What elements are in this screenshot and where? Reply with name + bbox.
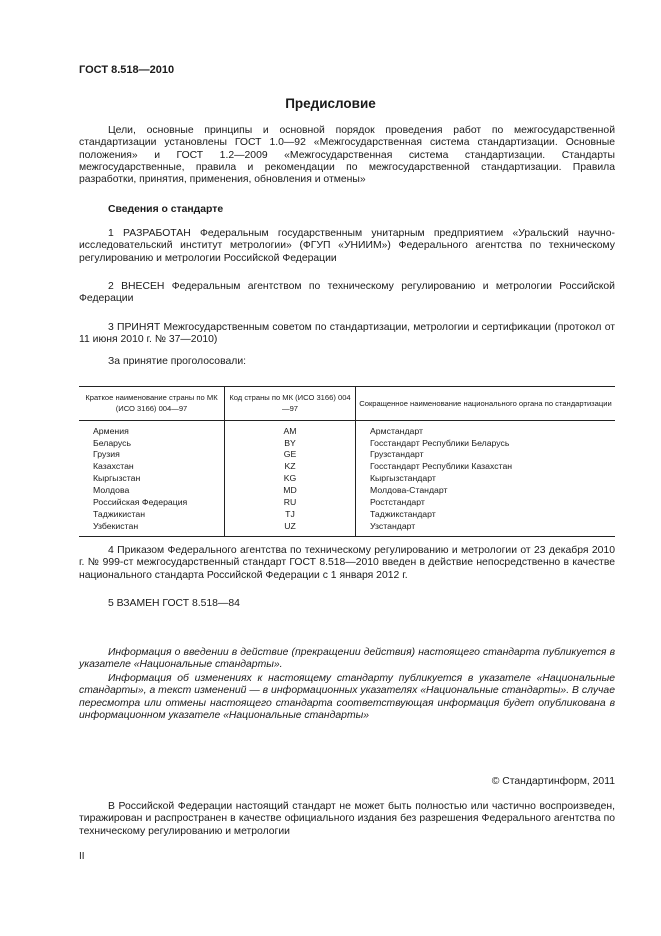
country-name: Российская Федерация [79, 496, 225, 508]
country-code: UZ [225, 520, 356, 534]
item-3-paragraph: 3 ПРИНЯТ Межгосударственным советом по стандартизации, метрологии и сертификации (протокол от 11 июня 2010 г. № 37—2010) [79, 322, 615, 346]
standards-body: Кыргызстандарт [370, 473, 436, 484]
table-row [79, 421, 615, 437]
column-header-body: Сокращенное наименование национального органа по стандартизации [356, 387, 616, 421]
reproduction-rights: В Российской Федерации настоящий стандарт не может быть полностью или частично воспроизведен, тиражирован и распространен в качестве официального издания без разрешения Федерального агентства по техническому регулированию и метрологии [79, 801, 615, 837]
country-name: Казахстан [79, 461, 225, 473]
page-number: II [79, 851, 85, 862]
country-code: GE [225, 449, 356, 461]
page-title: Предисловие [285, 96, 376, 111]
voting-table [79, 386, 615, 537]
country-name: Грузия [79, 449, 225, 461]
table-row [79, 520, 615, 534]
table-bottom-rule [79, 534, 615, 537]
table-row [79, 449, 615, 461]
voted-label: За принятие проголосовали: [108, 356, 247, 367]
table-row [79, 496, 615, 508]
table-row [79, 484, 615, 496]
standards-body: Армстандарт [370, 425, 423, 436]
standards-body: Госстандарт Республики Беларусь [370, 437, 510, 448]
country-name: Молдова [79, 484, 225, 496]
notice-changes: Информация об изменениях к настоящему стандарту публикуется в указателе «Национальные стандарты», а текст изменений — в информационных указателях «Национальные стандарты». В случае пересмотра или отмены настоящего стандарта соответствующая информация будет опубликована в информационном указателе «Национальные стандарты» [79, 673, 615, 721]
item-2-paragraph: 2 ВНЕСЕН Федеральным агентством по техническому регулированию и метрологии Российской Федерации [79, 281, 615, 305]
table-header-row [79, 387, 615, 421]
column-header-country: Краткое наименование страны по МК (ИСО 3166) 004—97 [79, 387, 225, 421]
country-code: KG [225, 473, 356, 485]
table-row [79, 473, 615, 485]
info-heading: Сведения о стандарте [108, 204, 224, 215]
standards-body: Таджикстандарт [370, 508, 436, 519]
standards-body: Узстандарт [370, 520, 416, 531]
country-name: Армения [79, 421, 225, 437]
document-id-header: ГОСТ 8.518—2010 [79, 64, 175, 76]
country-code: KZ [225, 461, 356, 473]
column-header-code: Код страны по МК (ИСО 3166) 004—97 [225, 387, 356, 421]
copyright-line: © Стандартинформ, 2011 [491, 776, 615, 787]
country-name: Таджикистан [79, 508, 225, 520]
table-row [79, 437, 615, 449]
standards-body: Молдова-Стандарт [370, 485, 448, 496]
country-name: Кыргызстан [79, 473, 225, 485]
country-code: RU [225, 496, 356, 508]
intro-paragraph: Цели, основные принципы и основной порядок проведения работ по межгосударственной стандартизации установлены ГОСТ 1.0—92 «Межгосударственная система стандартизации. Основные положения» и ГОСТ 1.2—2009 «Межгосударственная система стандартизации. Стандарты межгосударственные, правила и рекомендации по межгосударственной стандартизации. Правила разработки, принятия, применения, обновления и отмены» [79, 125, 615, 186]
country-code: BY [225, 437, 356, 449]
country-code: AM [225, 421, 356, 437]
standards-body: Госстандарт Республики Казахстан [370, 461, 513, 472]
item-4-paragraph: 4 Приказом Федерального агентства по техническому регулированию и метрологии от 23 декабря 2010 г. № 999-ст межгосударственный стандарт ГОСТ 8.518—2010 введен в действие непосредственно в качестве национального стандарта Российской Федерации с 1 января 2012 г. [79, 545, 615, 581]
item-1-paragraph: 1 РАЗРАБОТАН Федеральным государственным унитарным предприятием «Уральский научно-исследовательский институт метрологии» (ФГУП «УНИИМ») Федерального агентства по техническому регулированию и метрологии Российской Федерации [79, 228, 615, 264]
table-row [79, 461, 615, 473]
standards-body: Грузстандарт [370, 449, 424, 460]
table-row [79, 508, 615, 520]
item-5-paragraph: 5 ВЗАМЕН ГОСТ 8.518—84 [108, 598, 240, 609]
country-name: Беларусь [79, 437, 225, 449]
country-code: MD [225, 484, 356, 496]
standards-body: Ростстандарт [370, 497, 425, 508]
notice-publication: Информация о введении в действие (прекращении действия) настоящего стандарта публикуется в указателе «Национальные стандарты». [79, 647, 615, 671]
country-name: Узбекистан [79, 520, 225, 534]
country-code: TJ [225, 508, 356, 520]
